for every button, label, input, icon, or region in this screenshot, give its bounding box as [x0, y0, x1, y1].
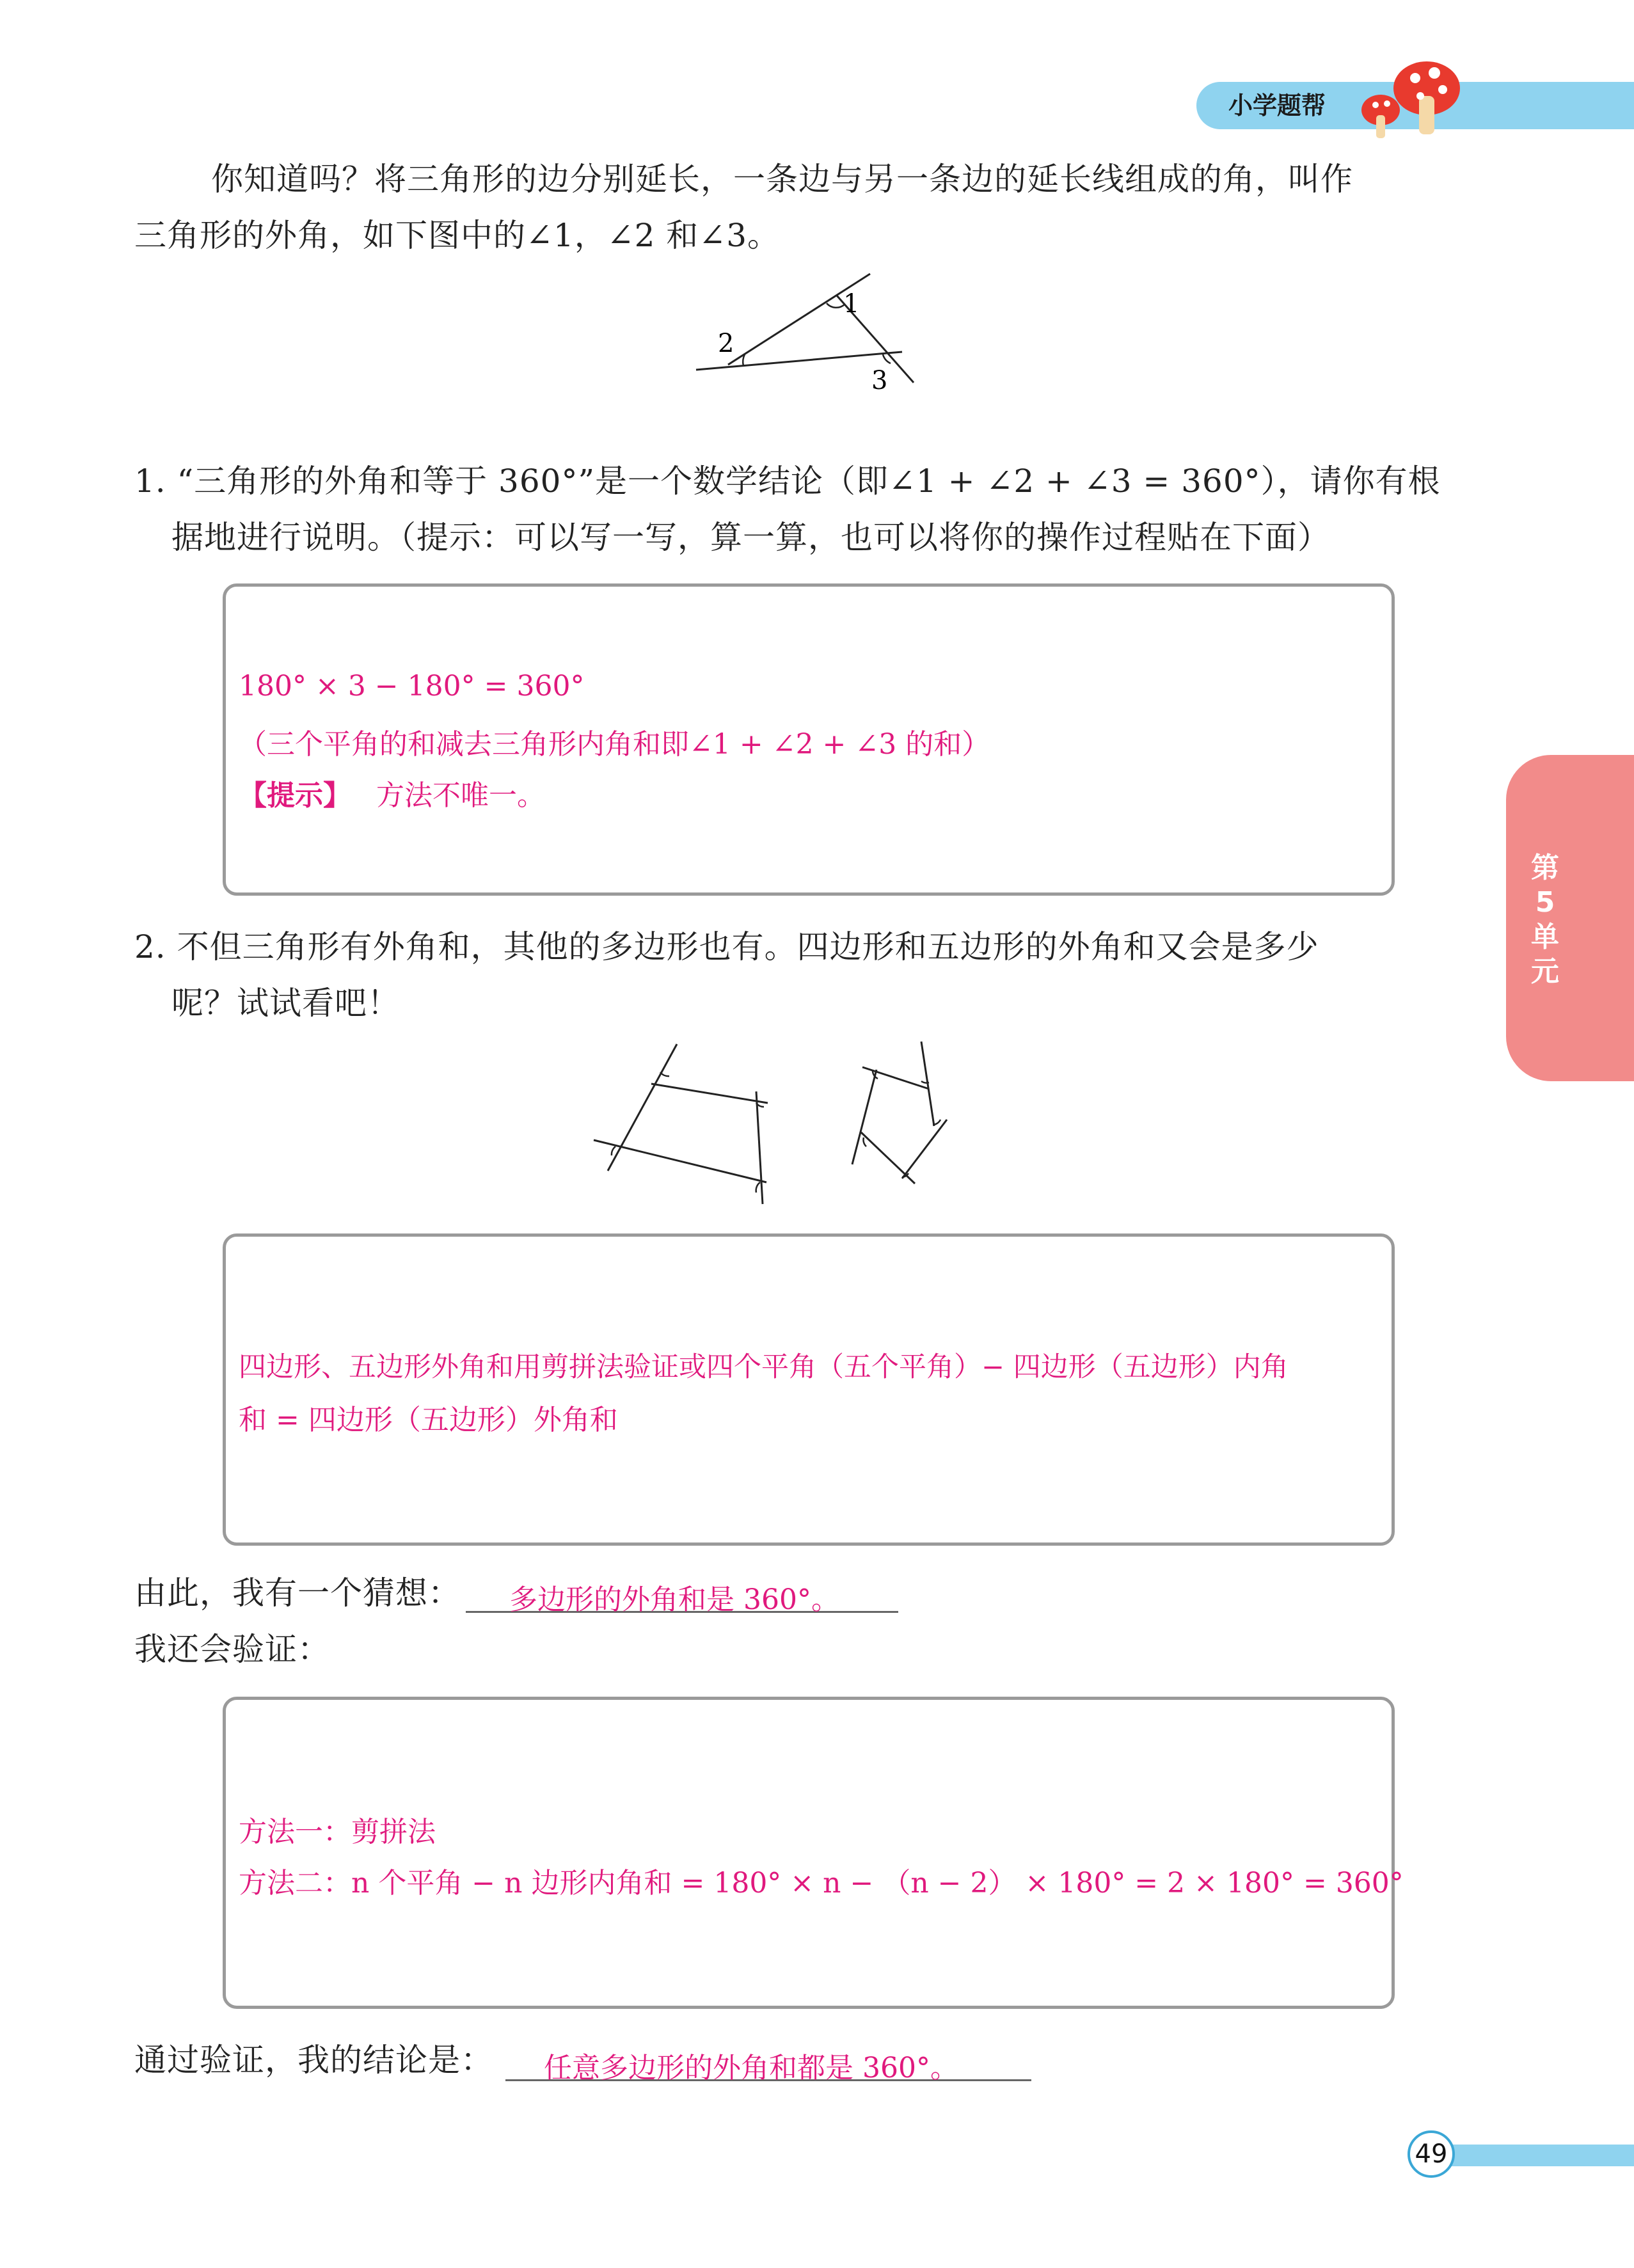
q2-answer-box	[223, 1233, 1395, 1546]
q1-hint-label: 【提示】	[239, 779, 351, 812]
conjecture-label: 由此，我有一个猜想：	[134, 1574, 461, 1612]
angle-label-2: 2	[718, 329, 734, 358]
angle-label-3: 3	[871, 366, 888, 395]
page-number-band	[1440, 2145, 1634, 2166]
verify-answer-box	[223, 1697, 1404, 2009]
q1-hint-text: 方法不唯一。	[376, 779, 545, 812]
verify-method-2: 方法二：n 个平角 − n 边形内角和 = 180° × n − （n − 2） × 180° = 2 × 180° = 360°	[239, 1867, 1404, 1899]
intro-line-2: 三角形的外角，如下图中的∠1，∠2 和∠3。	[134, 217, 781, 254]
q1-answer-line-2: （三个平角的和减去三角形内角和即∠1 + ∠2 + ∠3 的和）	[239, 728, 990, 761]
pent-side-1	[921, 1042, 934, 1126]
conclusion-answer: 任意多边形的外角和都是 360°。	[544, 2052, 958, 2084]
pent-side-2	[902, 1120, 947, 1178]
q2-line-2: 呢？试试看吧！	[171, 985, 400, 1022]
verify-label: 我还会验证：	[134, 1631, 330, 1668]
q2-line-1: 2. 不但三角形有外角和，其他的多边形也有。四边形和五边形的外角和又会是多少	[134, 928, 1319, 965]
polygon-exterior-angle-figure	[589, 1036, 1036, 1209]
triangle-exterior-angle-figure	[691, 269, 921, 397]
page-number: 49	[1408, 2130, 1455, 2178]
quad-side-4	[594, 1140, 766, 1182]
verify-method-1: 方法一：剪拼法	[239, 1816, 436, 1848]
intro-line-1: 你知道吗？将三角形的边分别延长，一条边与另一条边的延长线组成的角，叫作	[211, 161, 1353, 198]
conjecture-answer: 多边形的外角和是 360°。	[509, 1583, 839, 1616]
q1-answer-box	[223, 583, 1395, 896]
q1-line-1: 1. “三角形的外角和等于 360°”是一个数学结论（即∠1 + ∠2 + ∠3 = 360°），请你有根	[134, 463, 1441, 500]
header-title: 小学题帮	[1228, 91, 1326, 120]
q2-answer-line-1: 四边形、五边形外角和用剪拼法验证或四个平角（五个平角）− 四边形（五边形）内角	[239, 1351, 1289, 1383]
pent-side-4	[852, 1070, 876, 1164]
mushroom-icon	[1350, 51, 1465, 147]
q1-answer-line-1: 180° × 3 − 180° = 360°	[239, 670, 585, 702]
q1-line-2: 据地进行说明。（提示：可以写一写，算一算，也可以将你的操作过程贴在下面）	[171, 519, 1330, 556]
angle-label-1: 1	[843, 289, 860, 319]
quad-side-2	[651, 1084, 768, 1103]
q2-answer-line-2: 和 = 四边形（五边形）外角和	[239, 1404, 618, 1436]
conclusion-label: 通过验证，我的结论是：	[134, 2042, 493, 2079]
unit-tab-label: 第 5 单 元	[1531, 852, 1559, 988]
